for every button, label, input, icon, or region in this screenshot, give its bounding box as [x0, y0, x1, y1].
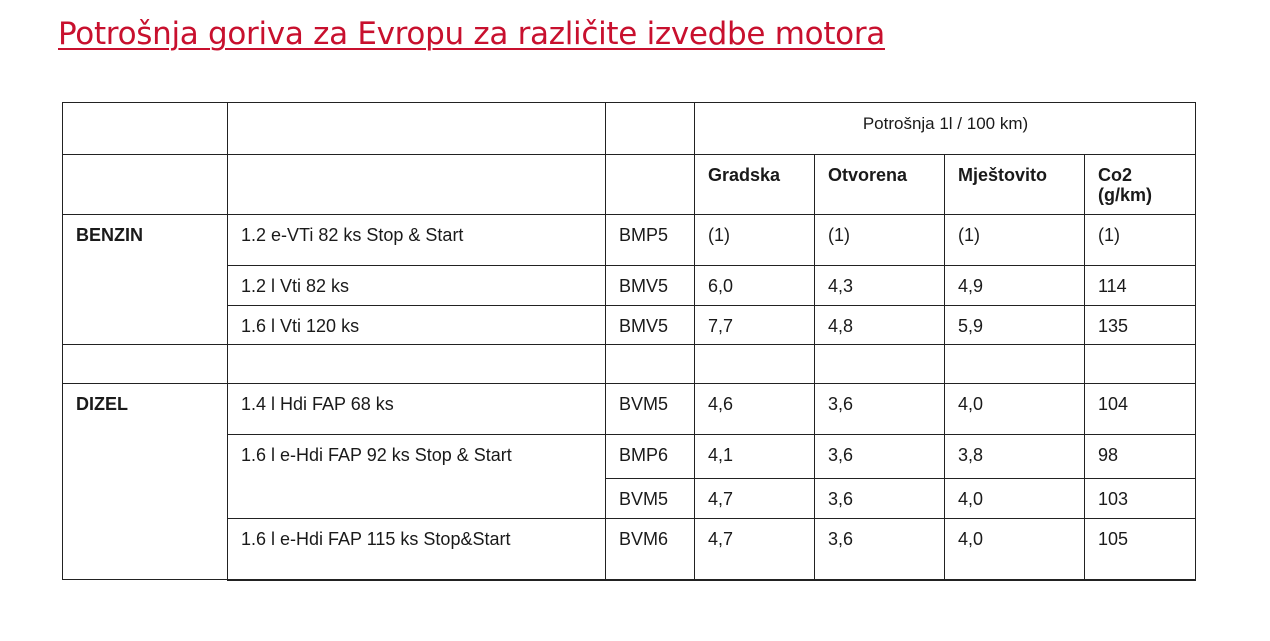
value-cell: 6,0 — [695, 266, 815, 306]
engine-cell: 1.4 l Hdi FAP 68 ks — [228, 384, 606, 435]
empty-cell — [63, 345, 228, 384]
column-header-open-road: Otvorena — [815, 155, 945, 215]
header-empty-cell — [63, 155, 228, 215]
header-empty-cell — [606, 103, 695, 155]
table-row — [63, 435, 1196, 479]
gearbox-cell: BMP6 — [606, 435, 695, 479]
gearbox-cell: BVM6 — [606, 519, 695, 580]
value-cell: 3,8 — [945, 435, 1085, 479]
table-row — [63, 266, 1196, 306]
value-cell: 4,6 — [695, 384, 815, 435]
column-header-co2: Co2 (g/km) — [1085, 155, 1196, 215]
value-cell: 4,7 — [695, 519, 815, 580]
gearbox-cell: BVM5 — [606, 479, 695, 519]
value-cell: 135 — [1085, 306, 1196, 345]
gearbox-cell: BVM5 — [606, 384, 695, 435]
empty-cell — [945, 345, 1085, 384]
header-empty-cell — [228, 155, 606, 215]
header-row-group — [63, 103, 1196, 155]
column-header-city: Gradska — [695, 155, 815, 215]
empty-cell — [695, 345, 815, 384]
header-empty-cell — [606, 155, 695, 215]
value-cell: 4,7 — [695, 479, 815, 519]
value-cell: 98 — [1085, 435, 1196, 479]
spacer-row — [63, 345, 1196, 384]
value-cell: 4,1 — [695, 435, 815, 479]
header-row-columns — [63, 155, 1196, 215]
value-cell: 4,8 — [815, 306, 945, 345]
engine-cell: 1.6 l e-Hdi FAP 92 ks Stop & Start — [228, 435, 606, 519]
value-cell: 103 — [1085, 479, 1196, 519]
value-cell: 3,6 — [815, 479, 945, 519]
gearbox-cell: BMP5 — [606, 215, 695, 266]
engine-cell: 1.2 l Vti 82 ks — [228, 266, 606, 306]
value-cell: 4,9 — [945, 266, 1085, 306]
value-cell: (1) — [695, 215, 815, 266]
empty-cell — [1085, 345, 1196, 384]
value-cell: (1) — [945, 215, 1085, 266]
empty-cell — [815, 345, 945, 384]
value-cell: 104 — [1085, 384, 1196, 435]
consumption-group-header: Potrošnja 1l / 100 km) — [695, 103, 1196, 155]
fuel-consumption-table — [62, 102, 1196, 581]
table-row — [63, 384, 1196, 435]
value-cell: 7,7 — [695, 306, 815, 345]
value-cell: 5,9 — [945, 306, 1085, 345]
fuel-type-cell: BENZIN — [63, 215, 228, 345]
value-cell: 105 — [1085, 519, 1196, 580]
header-empty-cell — [63, 103, 228, 155]
engine-cell: 1.6 l Vti 120 ks — [228, 306, 606, 345]
value-cell: 3,6 — [815, 435, 945, 479]
table-row — [63, 306, 1196, 345]
value-cell: (1) — [815, 215, 945, 266]
value-cell: 4,3 — [815, 266, 945, 306]
column-header-combined: Mještovito — [945, 155, 1085, 215]
table-row — [63, 215, 1196, 266]
gearbox-cell: BMV5 — [606, 306, 695, 345]
engine-cell: 1.2 e-VTi 82 ks Stop & Start — [228, 215, 606, 266]
engine-cell: 1.6 l e-Hdi FAP 115 ks Stop&Start — [228, 519, 606, 580]
value-cell: (1) — [1085, 215, 1196, 266]
page-title: Potrošnja goriva za Evropu za različite izvedbe motora — [58, 16, 885, 52]
header-empty-cell — [228, 103, 606, 155]
fuel-type-cell: DIZEL — [63, 384, 228, 580]
value-cell: 3,6 — [815, 519, 945, 580]
value-cell: 4,0 — [945, 384, 1085, 435]
gearbox-cell: BMV5 — [606, 266, 695, 306]
empty-cell — [606, 345, 695, 384]
empty-cell — [228, 345, 606, 384]
value-cell: 4,0 — [945, 519, 1085, 580]
value-cell: 114 — [1085, 266, 1196, 306]
table-row — [63, 519, 1196, 580]
value-cell: 3,6 — [815, 384, 945, 435]
value-cell: 4,0 — [945, 479, 1085, 519]
